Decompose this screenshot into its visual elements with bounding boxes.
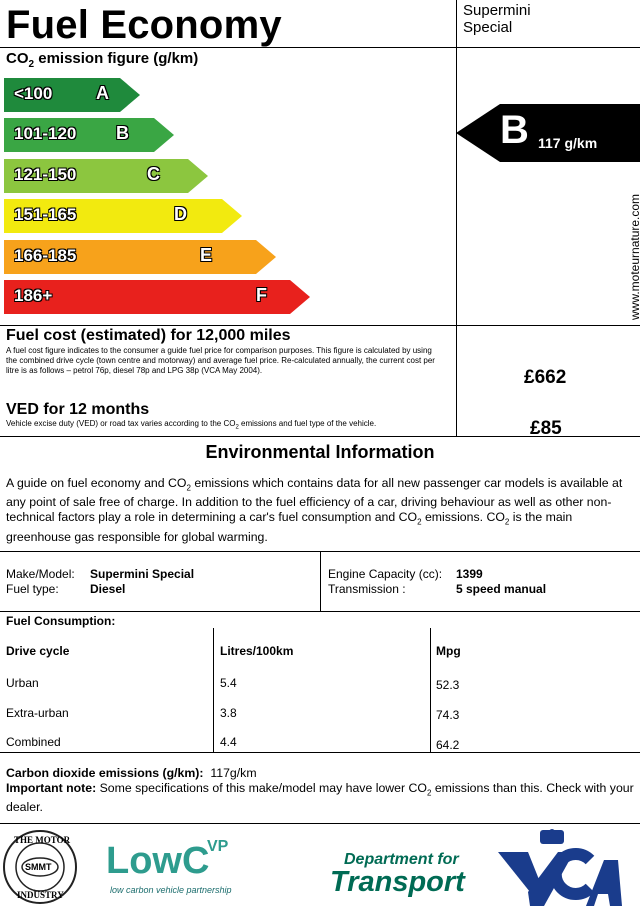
band-e <box>4 240 276 274</box>
consumption-cell-mpg: 74.3 <box>436 708 460 722</box>
ved-value: £85 <box>530 418 562 439</box>
dft-line2: Transport <box>330 866 465 898</box>
vca-crown-icon <box>494 826 624 908</box>
model-name-line2: Special <box>463 19 513 36</box>
divider-fc-col1 <box>213 628 214 752</box>
env-sub-2: 2 <box>417 517 422 527</box>
consumption-cell-mpg: 64.2 <box>436 738 460 752</box>
band-letter-label: B <box>116 123 129 143</box>
col-litres: Litres/100km <box>220 644 294 658</box>
environment-text <box>6 476 636 545</box>
smmt-logo <box>2 827 80 907</box>
important-note-sub: 2 <box>426 788 432 798</box>
bottom-notes <box>6 766 636 815</box>
co2-heading-suffix: emission figure (g/km) <box>34 50 199 67</box>
band-c <box>4 159 208 193</box>
band-b <box>4 118 174 152</box>
env-text-1: A guide on fuel economy and CO <box>6 476 187 490</box>
co2-heading-sub: 2 <box>28 59 35 70</box>
model-name <box>463 2 633 36</box>
lowcvp-tagline: low carbon vehicle partnership <box>110 885 232 895</box>
dft-logo <box>330 851 480 901</box>
band-range-label: 186+ <box>14 286 53 305</box>
consumption-cell-litres: 3.8 <box>220 706 237 720</box>
divider-fc-col2 <box>430 628 431 752</box>
lowcvp-logo <box>106 840 266 900</box>
make-label: Make/Model: <box>6 567 75 581</box>
env-text-2: emissions which contains data for all new passenger car models is available at any point of sale free of charge. In addition to the fuel efficiency of a car, driving behaviour as well as other non-technical factors play a role in determining a car's fuel consumption and CO <box>6 476 623 525</box>
important-note-suffix: emissions than this. Check with your dealer. <box>6 781 634 815</box>
fuel-cost-value: £662 <box>524 367 567 388</box>
divider-logos <box>0 823 640 824</box>
rating-value: 117 g/km <box>538 135 598 151</box>
ved-text <box>6 419 451 433</box>
transmission-value: 5 speed manual <box>456 582 547 596</box>
rating-arrow-shape <box>456 104 640 162</box>
band-letter-label: C <box>147 164 160 184</box>
consumption-cell-cycle: Urban <box>6 676 39 690</box>
ved-heading: VED for 12 months <box>6 401 150 418</box>
band-letter-label: E <box>200 245 213 265</box>
co2-emissions-line <box>6 766 636 781</box>
band-range-label: <100 <box>14 84 53 103</box>
smmt-mid-text: SMMT <box>25 862 52 872</box>
rating-arrow <box>456 104 640 162</box>
band-range-label: 166-185 <box>14 246 77 265</box>
divider-fuel-cost <box>0 325 640 326</box>
smmt-bottom-text: INDUSTRY <box>17 890 64 900</box>
band-letter-label: D <box>174 204 187 224</box>
env-sub-1: 2 <box>186 483 191 493</box>
co2-emissions-label: Carbon dioxide emissions (g/km): <box>6 766 204 780</box>
fuel-label: Fuel type: <box>6 582 59 596</box>
lowcvp-main: LowC <box>106 840 210 882</box>
watermark: www.moteurnature.com <box>628 193 642 320</box>
band-f <box>4 280 310 314</box>
fuel-value: Diesel <box>90 582 126 596</box>
band-letter-label: F <box>256 285 267 305</box>
important-note-label: Important note: <box>6 781 97 795</box>
ved-text-sub: 2 <box>235 424 239 431</box>
env-sub-3: 2 <box>504 517 510 527</box>
dft-line1: Department for <box>344 851 459 868</box>
ved-text-suffix: emissions and fuel type of the vehicle. <box>238 419 377 428</box>
important-note <box>6 781 636 815</box>
consumption-cell-litres: 4.4 <box>220 735 237 749</box>
model-name-line1: Supermini <box>463 2 531 19</box>
important-note-text: Some specifications of this make/model may have lower CO <box>96 781 427 795</box>
col-drive-cycle: Drive cycle <box>6 644 70 658</box>
band-range-label: 101-120 <box>14 124 77 143</box>
consumption-heading: Fuel Consumption: <box>6 614 116 628</box>
consumption-cell-mpg: 52.3 <box>436 678 460 692</box>
fuel-cost-heading: Fuel cost (estimated) for 12,000 miles <box>6 327 291 344</box>
env-text-3: emissions. CO <box>421 510 505 525</box>
ved-text-prefix: Vehicle excise duty (VED) or road tax varies according to the CO <box>6 419 236 428</box>
divider-vertical-main <box>456 0 457 436</box>
consumption-cell-cycle: Extra-urban <box>6 706 69 720</box>
consumption-cell-cycle: Combined <box>6 735 61 749</box>
rating-letter: B <box>500 108 529 152</box>
transmission-label: Transmission : <box>328 582 406 596</box>
band-letter-label: A <box>96 83 109 103</box>
vca-logo <box>494 826 624 908</box>
page-title: Fuel Economy <box>6 3 282 47</box>
divider-specs-bottom <box>0 611 640 612</box>
band-a <box>4 78 140 112</box>
consumption-cell-litres: 5.4 <box>220 676 237 690</box>
make-value: Supermini Special <box>90 567 195 581</box>
co2-heading <box>6 50 198 70</box>
engine-label: Engine Capacity (cc): <box>328 567 443 581</box>
co2-heading-prefix: CO <box>6 50 29 67</box>
band-d <box>4 199 242 233</box>
lowcvp-sup: VP <box>207 838 229 855</box>
fuel-cost-text: A fuel cost figure indicates to the consumer a guide fuel price for comparison purposes. This figure is calculated by using the combined drive cycle (town centre and motorway) and average fuel price. Re-calculated annually, the current cost per litre is as follows – petrol 76p, diesel 78p and LPG 38p (VCA May 2004). <box>6 346 435 375</box>
col-mpg: Mpg <box>436 644 461 658</box>
engine-value: 1399 <box>456 567 483 581</box>
env-text-4: is the main greenhouse gas responsible for global warming. <box>6 510 573 544</box>
band-range-label: 151-165 <box>14 205 77 224</box>
divider-fc-bottom <box>0 752 640 753</box>
divider-specs-mid <box>320 551 321 611</box>
smmt-top-text: THE MOTOR <box>14 835 71 845</box>
co2-emissions-value: 117g/km <box>210 766 257 780</box>
band-range-label: 121-150 <box>14 165 77 184</box>
environment-title: Environmental Information <box>205 442 435 462</box>
